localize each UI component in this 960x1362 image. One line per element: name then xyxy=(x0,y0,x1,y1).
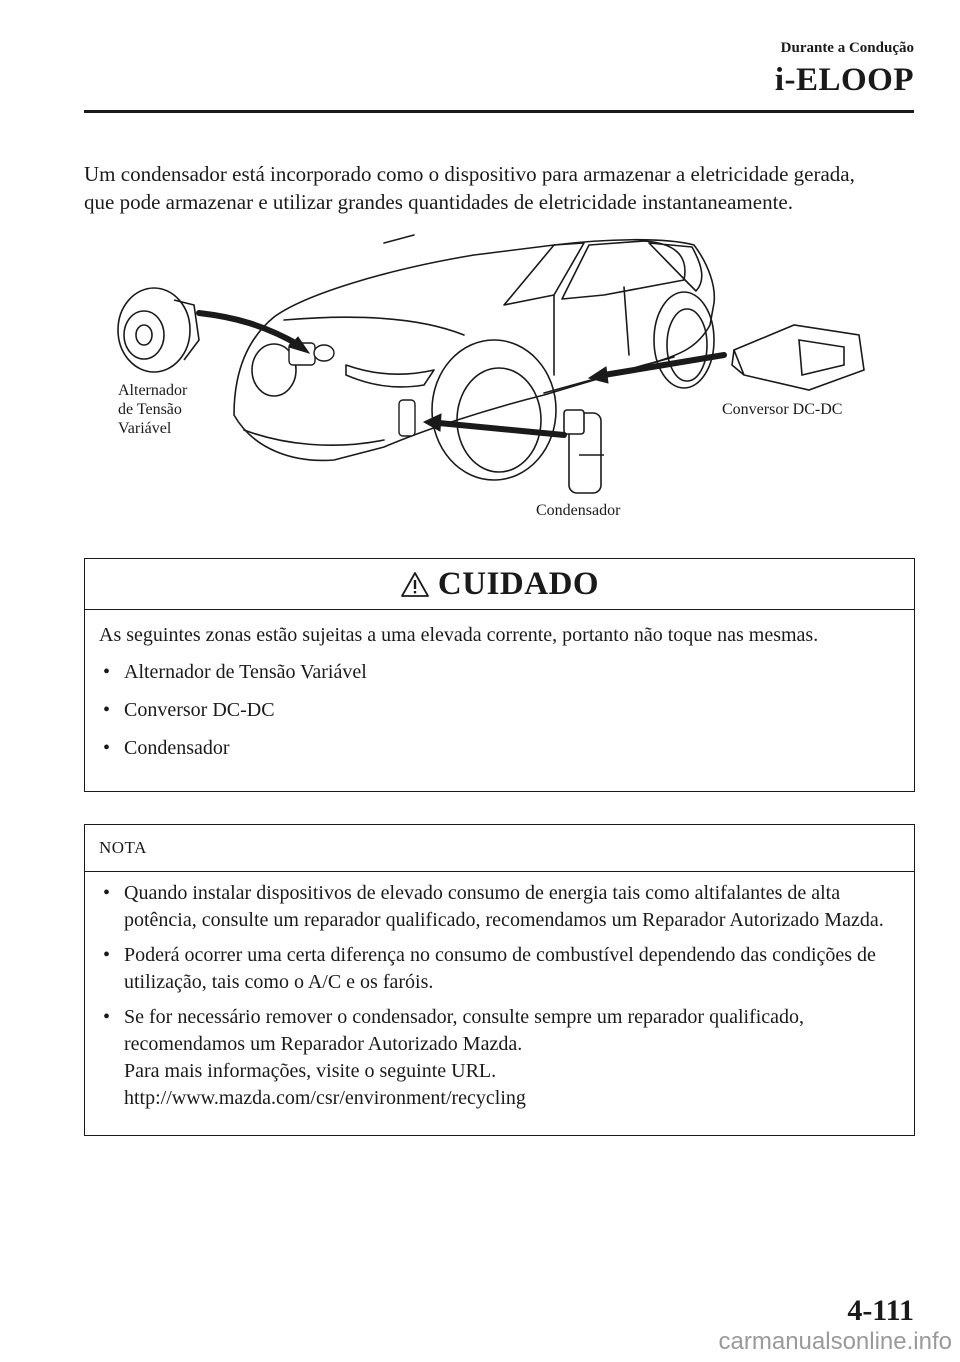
condenser-icon xyxy=(564,410,604,493)
page-title: i-ELOOP xyxy=(774,62,914,98)
caution-title: CUIDADO xyxy=(437,565,600,602)
caution-item-converter: • Conversor DC-DC xyxy=(99,697,900,724)
car-rear-wheel xyxy=(667,309,707,381)
label-condenser: Condensador xyxy=(536,502,621,519)
caution-header xyxy=(85,559,914,610)
caution-item-condenser: • Condensador xyxy=(99,735,900,762)
car-windshield xyxy=(504,243,584,305)
converter-icon xyxy=(732,325,864,390)
alternator-icon xyxy=(118,288,199,372)
warning-icon xyxy=(400,571,430,598)
intro-line-2: que pode armazenar e utilizar grandes quantidades de eletricidade instantaneamente. xyxy=(84,190,793,214)
car-headlight xyxy=(346,365,434,387)
note-item-remove-condenser: • Se for necessário remover o condensador, consulte sempre um reparador qualificado, recomendamos um Reparador Autorizado Mazda. Para mais informações, visite o seguinte URL. http://www.mazda.com/csr/environment/recycling xyxy=(99,1004,900,1112)
car-hood-line xyxy=(284,317,464,335)
car-front-wheel xyxy=(457,368,541,472)
caution-body xyxy=(85,610,914,762)
car-hood-line-2 xyxy=(384,235,414,243)
car-front-wheel-arch xyxy=(432,340,556,480)
note-box xyxy=(84,824,915,1136)
header-section: Durante a Condução xyxy=(780,40,914,56)
note-item-high-consumption: • Quando instalar dispositivos de elevado consumo de energia tais como altifalantes de alta potência, consulte um reparador qualificado, recomendamos um Reparador Autorizado Mazda. xyxy=(99,880,900,934)
note-body xyxy=(85,872,914,1112)
intro-paragraph xyxy=(84,160,919,216)
watermark: carmanualsonline.info xyxy=(718,1328,952,1355)
car-rear-wheel-arch xyxy=(654,292,714,388)
condenser-on-car xyxy=(399,400,415,436)
caution-item-alternator: • Alternador de Tensão Variável xyxy=(99,659,900,686)
arrow-alternator xyxy=(199,313,299,345)
caution-list xyxy=(99,659,900,762)
note-item-fuel-consumption: • Poderá ocorrer uma certa diferença no consumo de combustível dependendo das condições de utilização, tais como o A/C e os faróis. xyxy=(99,942,900,996)
car-door-line-2 xyxy=(624,287,629,355)
car-illustration xyxy=(84,225,919,525)
intro-line-1: Um condensador está incorporado como o dispositivo para armazenar a eletricidade gerada, xyxy=(84,162,855,186)
caution-text: As seguintes zonas estão sujeitas a uma elevada corrente, portanto não toque nas mesmas. xyxy=(99,624,819,646)
label-converter: Conversor DC-DC xyxy=(722,401,843,418)
label-alternator: Alternador de Tensão Variável xyxy=(118,382,188,437)
pointer-arrows xyxy=(199,313,724,435)
caution-box xyxy=(84,558,915,792)
page-number: 4-111 xyxy=(847,1294,914,1327)
note-title: NOTA xyxy=(85,825,914,872)
header-rule xyxy=(84,110,914,113)
note-list xyxy=(99,880,900,1112)
car-bumper-line xyxy=(244,430,384,445)
car-drawing xyxy=(84,225,919,525)
